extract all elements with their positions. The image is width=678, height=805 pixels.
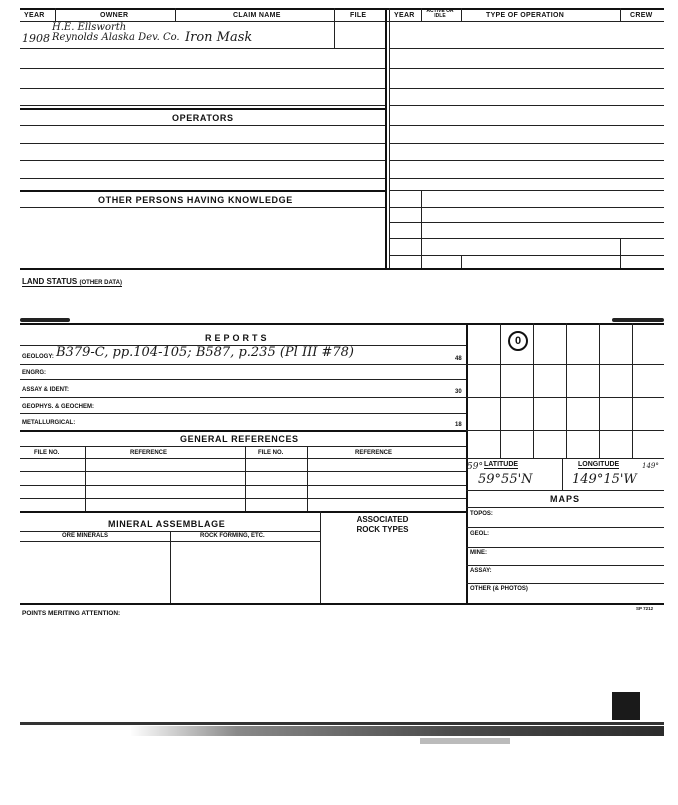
gr-file-no-header: FILE NO. [34, 450, 60, 456]
row-line [389, 105, 664, 106]
owner-name-line1: H.E. Ellsworth [52, 22, 127, 33]
row-line [20, 379, 466, 380]
lon-suffix: 149° [642, 462, 659, 470]
row-line [20, 458, 466, 459]
grid-col [500, 323, 501, 458]
row-line [466, 527, 664, 528]
engrg-label: ENGRG: [22, 370, 46, 376]
divider [170, 531, 171, 603]
row-line [466, 565, 664, 566]
grid-col [566, 323, 567, 458]
row-line [466, 507, 664, 508]
grid-col [632, 323, 633, 458]
grid-row [466, 430, 664, 431]
gr-reference-header: REFERENCE [130, 450, 168, 456]
geology-label: GEOLOGY: [22, 354, 54, 360]
row-line [20, 143, 385, 144]
maps-geol-label: GEOL: [470, 531, 489, 537]
reports-title: REPORTS [205, 333, 270, 343]
row-line [389, 125, 664, 126]
ore-minerals-header: ORE MINERALS [62, 533, 109, 539]
report-num-30: 30 [455, 389, 462, 395]
row-line [20, 105, 385, 106]
scan-edge-noise [420, 738, 510, 744]
latitude-label: LATITUDE [484, 461, 519, 468]
gr-file-no2-header: FILE NO. [258, 450, 284, 456]
gr-reference2-header: REFERENCE [355, 450, 393, 456]
rock-forming-header: ROCK FORMING, ETC. [200, 533, 265, 539]
scan-smudge [612, 318, 664, 322]
col-year2-header: YEAR [394, 12, 415, 19]
latitude-value: 59°55'N [478, 472, 533, 487]
other-persons-rule [20, 190, 385, 192]
col-type-of-operation-header: TYPE OF OPERATION [486, 12, 565, 19]
lat-lon-divider [562, 458, 563, 490]
row-line [20, 178, 385, 179]
upper-table-bottom [20, 268, 664, 270]
geophys-geochem-label: GEOPHYS. & GEOCHEM: [22, 404, 95, 410]
divider [307, 446, 308, 511]
metallurgical-label: METALLURGICAL: [22, 420, 76, 426]
divider [461, 255, 462, 268]
entry-year: 1908 [22, 32, 50, 45]
assay-ident-label: ASSAY & IDENT: [22, 387, 70, 393]
grid-row [466, 458, 664, 459]
scan-edge-line [20, 722, 664, 725]
scan-black-square [612, 692, 640, 720]
scan-smudge [20, 318, 70, 322]
maps-topos-label: TOPOS: [470, 511, 493, 517]
divider [320, 511, 321, 603]
divider [85, 446, 86, 511]
col-crew-header: CREW [630, 12, 653, 19]
row-line [20, 485, 466, 486]
divider [55, 8, 56, 21]
center-divider [385, 8, 387, 270]
longitude-value: 149°15'W [572, 472, 637, 487]
top-border [20, 8, 664, 10]
row-line [389, 68, 664, 69]
grid-row [466, 397, 664, 398]
general-references-title: GENERAL REFERENCES [180, 434, 299, 444]
maps-assay-label: ASSAY: [470, 568, 492, 574]
circled-mark: 0 [508, 331, 528, 351]
mineral-assemblage-title: MINERAL ASSEMBLAGE [108, 519, 226, 529]
row-line [20, 88, 385, 89]
row-line [466, 490, 664, 491]
row-line [389, 190, 664, 191]
row-line [20, 413, 466, 414]
geology-value: B379-C, pp.104-105; B587, p.235 (Pl III #78) [56, 345, 354, 360]
row-line [466, 583, 664, 584]
claim-name-value: Iron Mask [185, 30, 253, 45]
divider [620, 8, 621, 21]
col-file-header: FILE [350, 12, 367, 19]
operators-title: OPERATORS [172, 113, 234, 123]
file-col-divider [334, 21, 335, 48]
row-line [389, 88, 664, 89]
row-line [20, 48, 385, 49]
divider [461, 8, 462, 21]
maps-title: MAPS [550, 494, 581, 504]
row-line [20, 68, 385, 69]
row-line [20, 471, 466, 472]
divider [175, 8, 176, 21]
row-line [389, 48, 664, 49]
form-number: SP 7212 [636, 606, 654, 611]
scan-edge-shadow [130, 726, 664, 736]
row-line [466, 547, 664, 548]
row-line [20, 511, 466, 513]
report-num-48: 48 [455, 356, 462, 362]
row-line [20, 430, 466, 432]
lat-prefix: 59° [467, 462, 483, 472]
maps-mine-label: MINE: [470, 550, 487, 556]
longitude-label: LONGITUDE [578, 461, 620, 468]
divider [620, 238, 621, 268]
row-line [20, 498, 466, 499]
report-num-18: 18 [455, 422, 462, 428]
row-line [20, 364, 466, 365]
land-status-label: LAND STATUS (OTHER DATA) [22, 277, 122, 286]
row-line [389, 255, 664, 256]
row-line [389, 207, 664, 208]
maps-other-photos-label: OTHER (& PHOTOS) [470, 586, 528, 592]
row-line [389, 222, 664, 223]
col-active-idle-header: ACTIVE OR IDLE [426, 8, 454, 19]
row-line [389, 238, 664, 239]
row-line [20, 397, 466, 398]
associated-rock-types-header: ASSOCIATED ROCK TYPES [356, 515, 409, 534]
divider [421, 8, 422, 21]
row-line [20, 160, 385, 161]
points-meriting-attention-label: POINTS MERITING ATTENTION: [22, 610, 121, 617]
divider [245, 446, 246, 511]
col-claim-name-header: CLAIM NAME [233, 12, 281, 19]
col-owner-header: OWNER [100, 12, 129, 19]
divider [421, 190, 422, 268]
row-line [389, 143, 664, 144]
owner-name-line2: Reynolds Alaska Dev. Co. [52, 32, 180, 43]
operators-rule [20, 108, 385, 110]
row-line [389, 178, 664, 179]
row-line [20, 125, 385, 126]
divider [334, 8, 335, 21]
other-persons-title: OTHER PERSONS HAVING KNOWLEDGE [98, 195, 293, 205]
grid-col [533, 323, 534, 458]
row-line [20, 446, 466, 447]
row-line [389, 160, 664, 161]
grid-row [466, 364, 664, 365]
reports-top-rule [20, 323, 664, 325]
col-year-header: YEAR [24, 12, 45, 19]
grid-col [599, 323, 600, 458]
lower-table-bottom [20, 603, 664, 605]
row-line [20, 207, 385, 208]
